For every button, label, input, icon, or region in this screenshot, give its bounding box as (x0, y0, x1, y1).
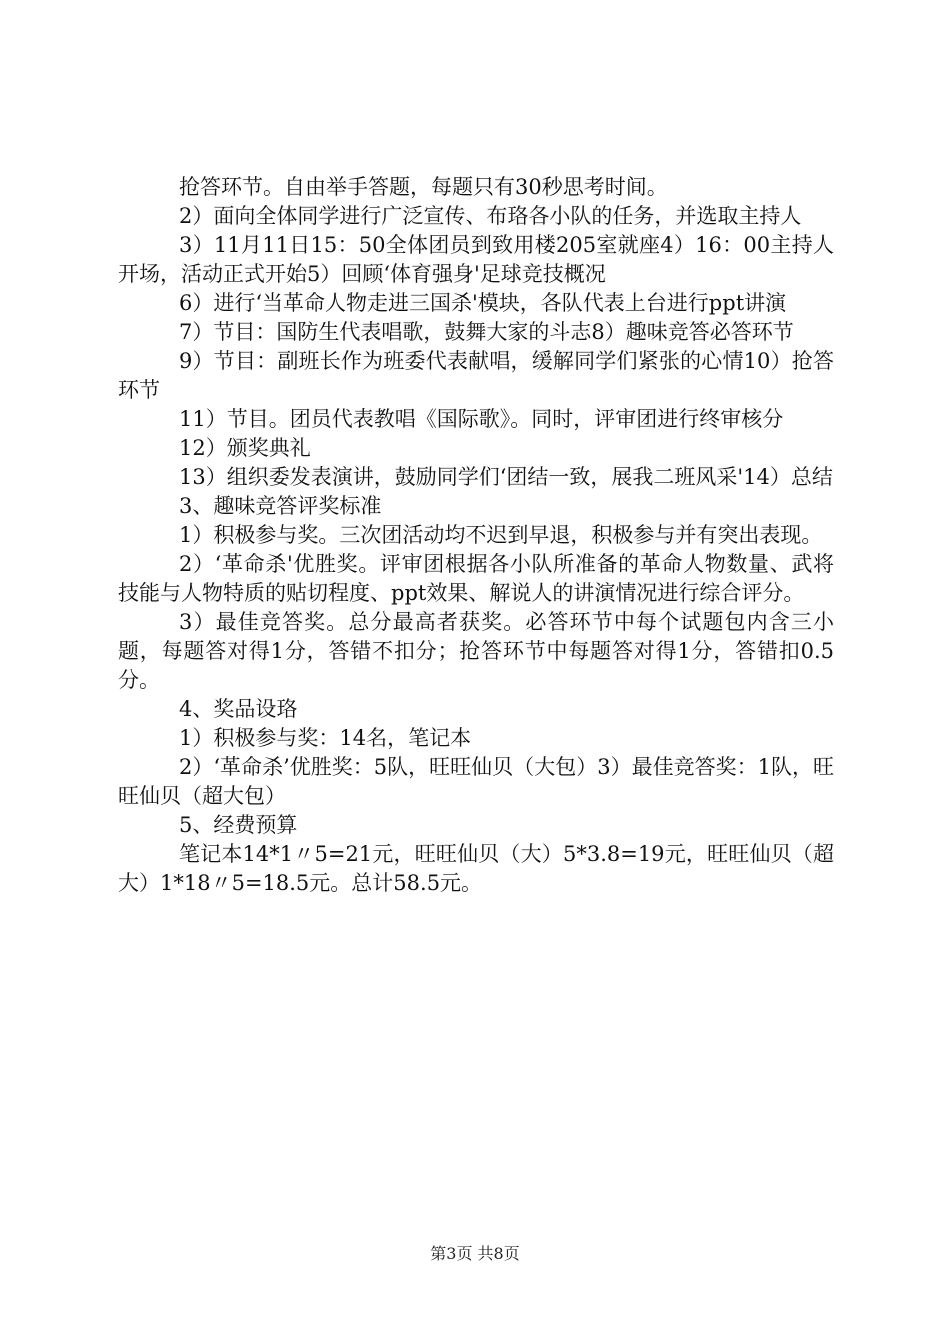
paragraph-2: 2）面向全体同学进行广泛宣传、布珞各小队的任务，并选取主持人 (179, 204, 802, 228)
paragraph-1: 抢答环节。自由举手答题，每题只有30秒思考时间。 (179, 175, 668, 199)
paragraph-10: 3、趣味竞答评奖标准 (179, 494, 382, 518)
paragraph-12: 2）‘革命杀'优胜奖。评审团根据各小队所准备的革命人物数量、武将技能与人物特质的贴切程度、ppt效果、解说人的讲演情况进行综合评分。 (118, 552, 834, 605)
page-number-footer: 第3页 共8页 (430, 1244, 520, 1263)
paragraph-7: 11）节目。团员代表教唱《国际歌》。同时，评审团进行终审核分 (179, 407, 784, 431)
paragraph-16: 2）‘革命杀’优胜奖：5队，旺旺仙贝（大包）3）最佳竞答奖：1队，旺旺仙贝（超大包） (118, 755, 834, 808)
paragraph-5: 7）节目：国防生代表唱歌，鼓舞大家的斗志8）趣味竞答必答环节 (179, 320, 794, 344)
paragraph-3: 3）11月11日15：50全体团员到致用楼205室就座4）16：00主持人开场，活动正式开始5）回顾‘体育强身'足球竞技概况 (118, 233, 834, 286)
paragraph-6: 9）节目：副班长作为班委代表献唱，缓解同学们紧张的心情10）抢答环节 (118, 349, 834, 402)
paragraph-4: 6）进行‘当革命人物走进三国杀'模块，各队代表上台进行ppt讲演 (179, 291, 787, 315)
document-body (118, 173, 834, 898)
paragraph-13: 3）最佳竞答奖。总分最高者获奖。必答环节中每个试题包内含三小题，每题答对得1分，答错不扣分；抢答环节中每题答对得1分，答错扣0.5分。 (118, 610, 834, 692)
paragraph-11: 1）积极参与奖。三次团活动均不迟到早退，积极参与并有突出表现。 (179, 523, 823, 547)
paragraph-15: 1）积极参与奖：14名，笔记本 (179, 726, 472, 750)
paragraph-8: 12）颁奖典礼 (179, 436, 311, 460)
paragraph-14: 4、奖品设珞 (179, 697, 298, 721)
paragraph-18: 笔记本14*1〃5=21元，旺旺仙贝（大）5*3.8=19元，旺旺仙贝（超大）1*18〃5=18.5元。总计58.5元。 (118, 842, 834, 895)
paragraph-17: 5、经费预算 (179, 813, 298, 837)
paragraph-9: 13）组织委发表演讲，鼓励同学们‘团结一致，展我二班风采'14）总结 (179, 465, 833, 489)
